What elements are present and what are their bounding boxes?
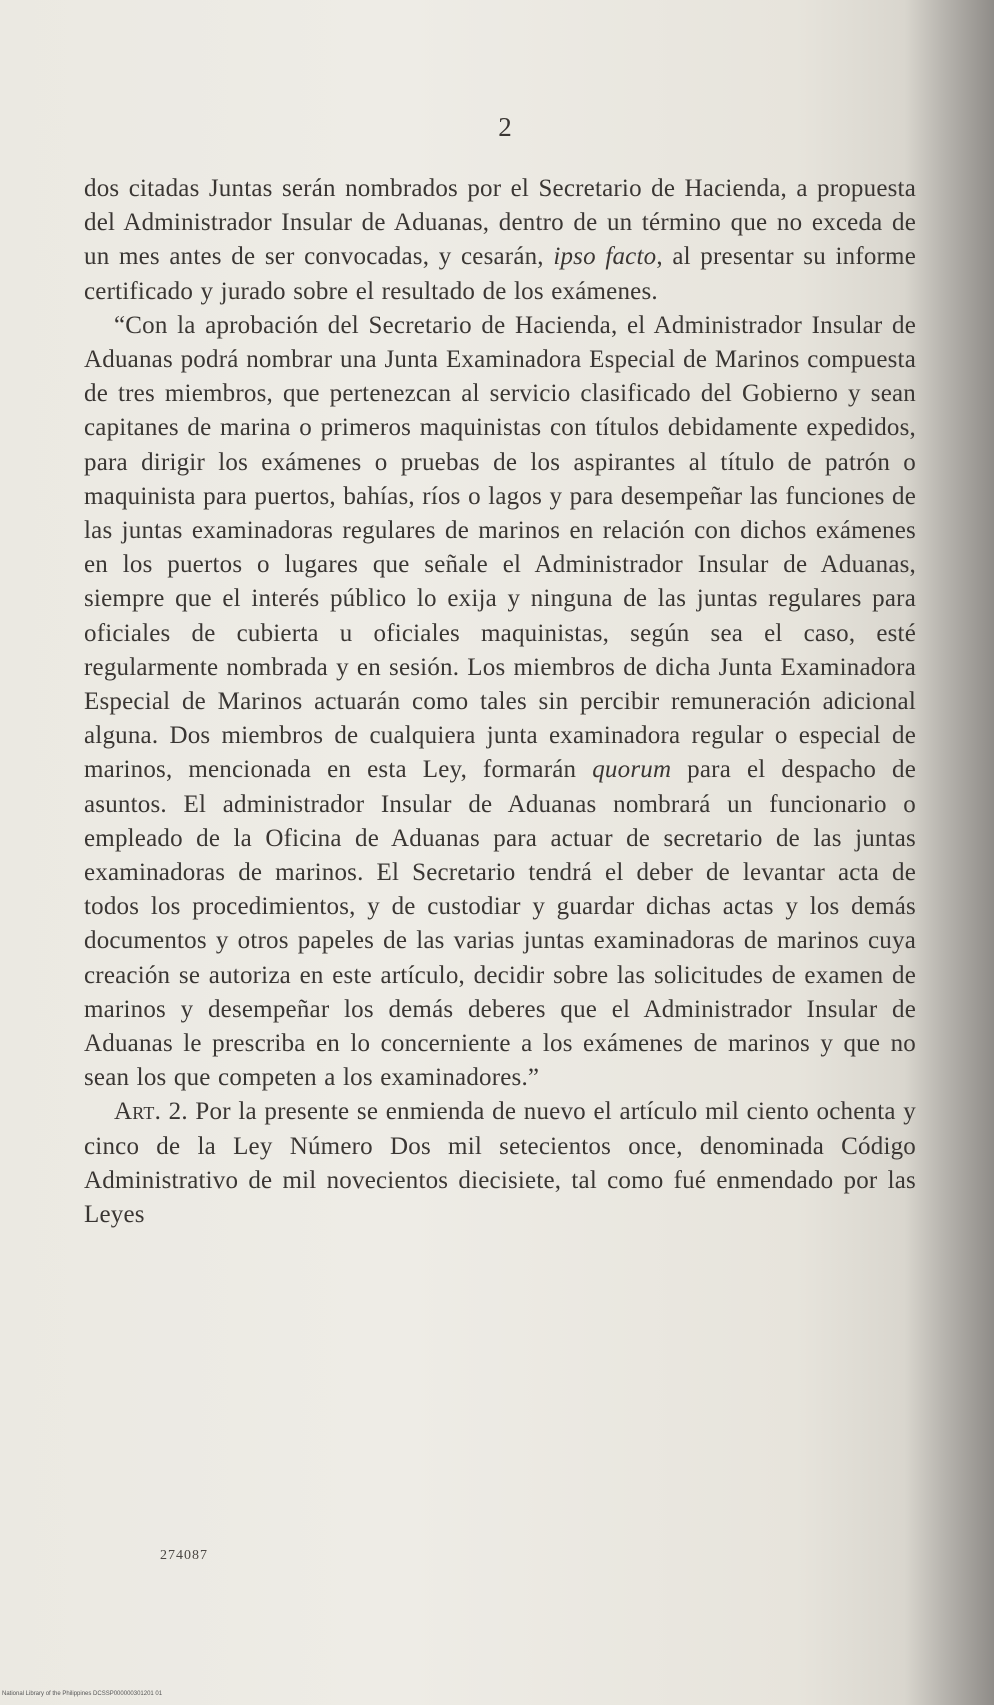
library-watermark: National Library of the Philippines DCSSP000000301201 01 — [2, 1691, 163, 1697]
italic-text: ipso facto — [553, 243, 657, 271]
text-segment: “Con la aprobación del Secretario de Hacienda, el Administrador Insular de Aduanas podrá nombrar una Junta Examinadora Especial de Marinos compuesta de tres miembros, que pertenezcan al servicio clasificado del Gobierno y sean capitanes de marina o primeros maquinistas con títulos debidamente expedidos, para dirigir los exámenes o pruebas de los aspirantes al título de patrón o maquinista para puertos, bahías, ríos o lagos y para desempeñar las funciones de las juntas examinadoras regulares de marinos en relación con dichos exámenes en los puertos o lugares que señale el Administrador Insular de Aduanas, siempre que el interés público lo exija y ninguna de las juntas regulares para oficiales de cubierta u oficiales maquinistas, según sea el caso, esté regularmente nombrada y en sesión. Los miembros de dicha Junta Examinadora Especial de Marinos actuarán como tales sin percibir remuneración adicional alguna. Dos miembros de cualquiera junta examinadora regular o especial de marinos, mencionada en esta Ley, formarán — [84, 311, 916, 784]
text-segment: Por la presente se enmienda de nuevo el artículo mil ciento ochenta y cinco de la Ley Número Dos mil setecientos once, denominada Código Administrativo de mil novecientos diecisiete, tal como fué enmendado por las Leyes — [84, 1098, 917, 1229]
text-segment: dos citadas Juntas serán nombrados por el Secretario de Hacienda, a propuesta del Administrador Insular de Aduanas, dentro de un término que no exceda de un mes antes de ser convocadas, y cesarán, — [84, 175, 916, 271]
page-number: 2 — [498, 112, 512, 142]
italic-text: quorum — [592, 756, 672, 784]
footer-code: 274087 — [160, 1548, 208, 1563]
paragraph — [84, 172, 916, 309]
paragraph — [84, 309, 916, 1096]
article-label: Art. 2. — [114, 1098, 188, 1126]
text-segment: , al presentar su informe certificado y jurado sobre el resultado de los exámenes. — [84, 243, 916, 305]
paragraph — [84, 1095, 916, 1232]
text-segment: para el despacho de asuntos. El administrador Insular de Aduanas nombrará un funcionario o empleado de la Oficina de Aduanas para actuar de secretario de las juntas examinadoras de marinos. El Secretario tendrá el deber de levantar acta de todos los procedimientos, y de custodiar y guardar dichas actas y los demás documentos y otros papeles de las varias juntas examinadoras de marinos cuya creación se autoriza en este artículo, decidir sobre las solicitudes de examen de marinos y desempeñar los demás deberes que el Administrador Insular de Aduanas le prescriba en lo concerniente a los exámenes de marinos y que no sean los que competen a los examinadores.” — [84, 756, 916, 1092]
body-text — [84, 172, 916, 1232]
